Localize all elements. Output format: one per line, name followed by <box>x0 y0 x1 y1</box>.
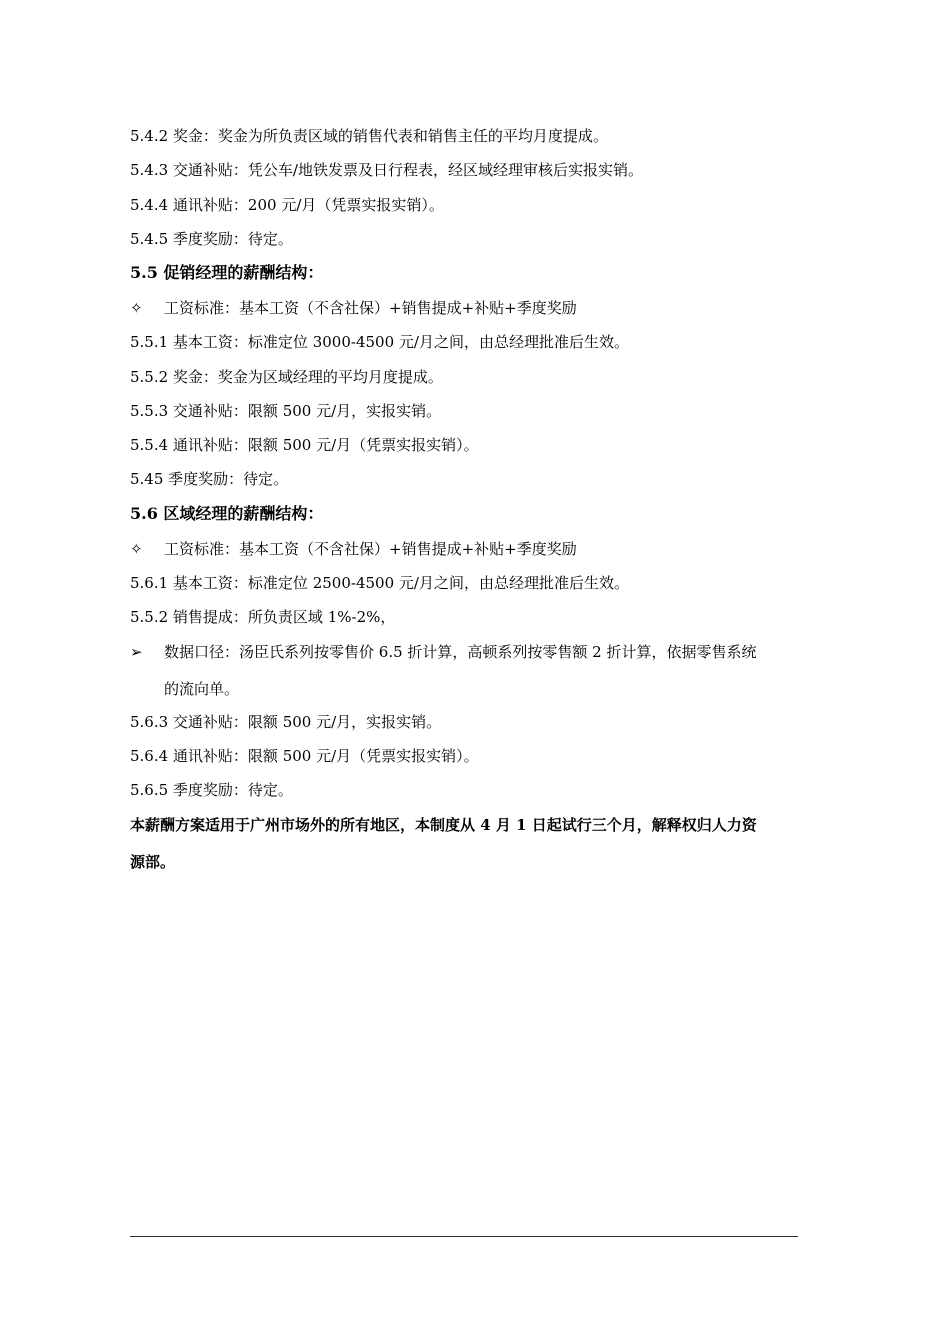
section-heading-5-5: 5.5 促销经理的薪酬结构： <box>130 263 324 282</box>
clause-5-4-4: 5.4.4 通讯补贴：200 元/月（凭票实报实销）。 <box>130 196 444 214</box>
clause-5-6-1: 5.6.1 基本工资：标准定位 2500-4500 元/月之间，由总经理批准后生效。 <box>130 574 629 592</box>
clause-5-4-5: 5.4.5 季度奖励：待定。 <box>130 230 293 248</box>
clause-5-6-5: 5.6.5 季度奖励：待定。 <box>130 781 293 799</box>
diamond-bullet-icon: ✧ <box>130 540 143 558</box>
bullet-continuation: 的流向单。 <box>164 680 240 698</box>
clause-5-5-2: 5.5.2 奖金：奖金为区域经理的平均月度提成。 <box>130 368 443 386</box>
section-heading-5-6: 5.6 区域经理的薪酬结构： <box>130 504 324 523</box>
bullet-item-5-6 <box>130 539 577 559</box>
clause-5-4-3: 5.4.3 交通补贴：凭公车/地铁发票及日行程表，经区域经理审核后实报实销。 <box>130 161 643 179</box>
closing-note: 本薪酬方案适用于广州市场外的所有地区，本制度从 4 月 1 日起试行三个月，解释权归人力资 <box>130 816 757 834</box>
clause-5-6-3: 5.6.3 交通补贴：限额 500 元/月，实报实销。 <box>130 713 442 731</box>
bullet-item-data <box>130 642 756 662</box>
arrow-bullet-icon: ➢ <box>130 643 143 661</box>
diamond-bullet-icon: ✧ <box>130 299 143 317</box>
bullet-text: 工资标准：基本工资（不含社保）+销售提成+补贴+季度奖励 <box>164 540 577 558</box>
clause-5-5-2-sales: 5.5.2 销售提成：所负责区域 1%-2%， <box>130 608 396 626</box>
bullet-text: 数据口径：汤臣氏系列按零售价 6.5 折计算，高顿系列按零售额 2 折计算，依据零售系统 <box>164 643 757 661</box>
clause-5-4-2: 5.4.2 奖金：奖金为所负责区域的销售代表和销售主任的平均月度提成。 <box>130 127 608 145</box>
footer-divider <box>130 1236 798 1237</box>
clause-5-5-1: 5.5.1 基本工资：标准定位 3000-4500 元/月之间，由总经理批准后生效。 <box>130 333 629 351</box>
closing-note-continuation: 源部。 <box>130 853 176 871</box>
clause-5-5-4: 5.5.4 通讯补贴：限额 500 元/月（凭票实报实销）。 <box>130 436 479 454</box>
clause-5-45: 5.45 季度奖励：待定。 <box>130 470 289 488</box>
clause-5-5-3: 5.5.3 交通补贴：限额 500 元/月，实报实销。 <box>130 402 442 420</box>
bullet-text: 工资标准：基本工资（不含社保）+销售提成+补贴+季度奖励 <box>164 299 577 317</box>
bullet-item-5-5 <box>130 298 577 318</box>
clause-5-6-4: 5.6.4 通讯补贴：限额 500 元/月（凭票实报实销）。 <box>130 747 479 765</box>
